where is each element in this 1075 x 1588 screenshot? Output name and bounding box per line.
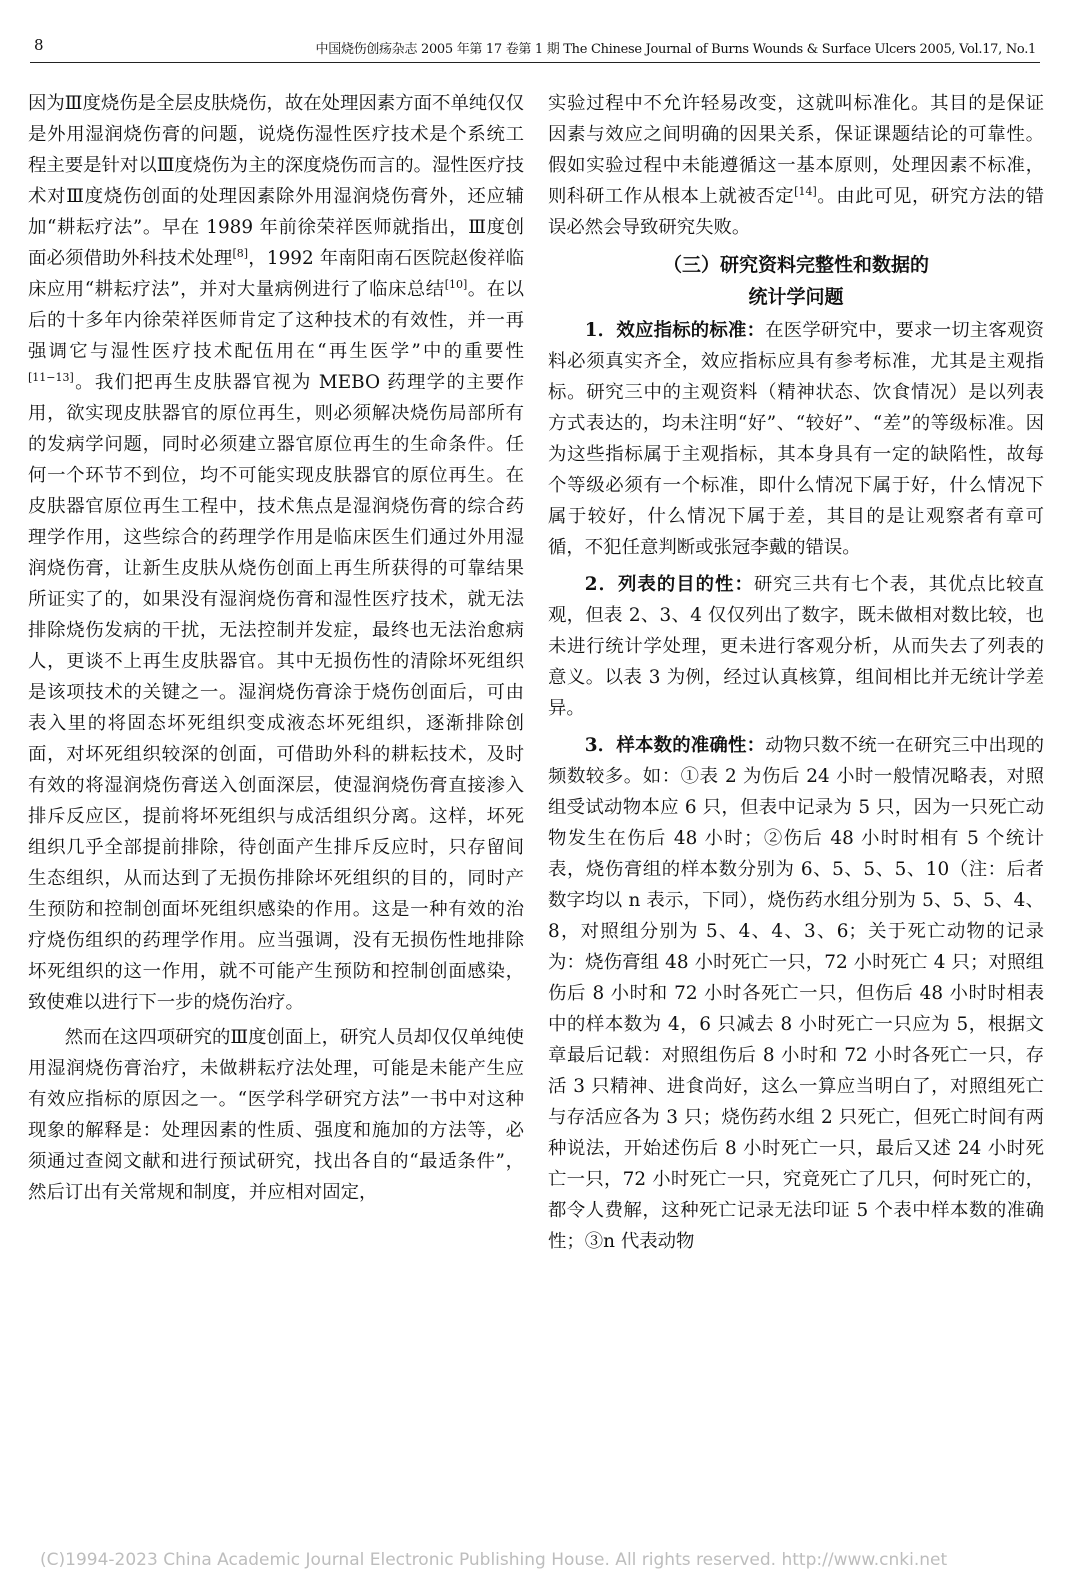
paragraph	[548, 730, 1044, 1257]
paragraph	[548, 315, 1044, 563]
citation: [11−13]	[28, 370, 74, 384]
subsection-heading: 3．样本数的准确性：	[584, 735, 766, 756]
paragraph	[28, 88, 524, 1018]
left-column	[28, 88, 524, 1208]
subsection-heading: 2．列表的目的性：	[584, 574, 754, 595]
text-span: 实验过程中不允许轻易改变，这就叫标准化。其目的是保证因素与效应之间明确的因果关系，保证课题结论的可靠性。假如实验过程中未能遵循这一基本原则，处理因素不标准，则科研工作从根本上就被否定	[548, 93, 1044, 207]
section-heading-line: （三）研究资料完整性和数据的	[662, 254, 929, 276]
paragraph: 然而在这四项研究的Ⅲ度创面上，研究人员却仅仅单纯使用湿润烧伤膏治疗，未做耕耘疗法处理，可能是未能产生应有效应指标的原因之一。“医学科学研究方法”一书中对这种现象的解释是：处理因素的性质、强度和施加的方法等，必须通过查阅文献和进行预试研究，找出各自的“最适条件”，然后订出有关常规和制度，并应相对固定，	[28, 1027, 524, 1203]
text-span: 动物只数不统一在研究三中出现的频数较多。如：①表 2 为伤后 24 小时一般情况略表，对照组受试动物本应 6 只，但表中记录为 5 只，因为一只死亡动物发生在伤后 48 小时；②伤后 48 小时时相有 5 个统计表，烧伤膏组的样本数分别为 6、5、5、5、10（注：后者数字均以 n 表示，下同），烧伤药水组分别为 5、5、5、4、8，对照组分别为 5、4、4、3、6；关于死亡动物的记录为：烧伤膏组 48 小时死亡一只，72 小时死亡 4 只；对照组伤后 8 小时和 72 小时各死亡一只，但伤后 48 小时时相表中的样本数为 4，6 只减去 8 小时死亡一只应为 5，根据文章最后记载：对照组伤后 8 小时和 72 小时各死亡一只，存活 3 只精神、进食尚好，这么一算应当明白了，对照组死亡与存活应各为 3 只；烧伤药水组 2 只死亡，但死亡时间有两种说法，开始述伤后 8 小时死亡一只，最后又述 24 小时死亡一只，72 小时死亡一只，究竟死亡了几只，何时死亡的，都令人费解，这种死亡记录无法印证 5 个表中样本数的准确性；③n 代表动物	[548, 735, 1044, 1252]
copyright-footer: (C)1994-2023 China Academic Journal Electronic Publishing House. All rights reserved. http://www.cnki.net	[40, 1550, 948, 1570]
page-header	[30, 32, 1040, 63]
citation: [8]	[232, 246, 249, 260]
text-span: 。在以后的十多年内徐荣祥医师肯定了这种技术的有效性，并一再强调它与湿性医疗技术配伍用在“再生医学”中的重要性	[28, 279, 524, 362]
right-column	[548, 88, 1044, 1257]
section-heading	[548, 249, 1044, 313]
text-span: 研究三共有七个表，其优点比较直观，但表 2、3、4 仅仅列出了数字，既未做相对数比较，也未进行统计学处理，更未进行客观分析，从而失去了列表的意义。以表 3 为例，经过认真核算，组间相比并无统计学差异。	[548, 574, 1044, 719]
paragraph	[548, 569, 1044, 724]
running-title: 中国烧伤创疡杂志 2005 年第 17 卷第 1 期 The Chinese Journal of Burns Wounds & Surface Ulcers 2005, Vol.17, No.1	[315, 42, 1036, 57]
text-span: ，1992 年南阳南石医院赵俊祥临床应用“耕耘疗法”，并对大量病例进行了临床总结	[28, 248, 524, 300]
text-span: 在医学研究中，要求一切主客观资料必须真实齐全，效应指标应具有参考标准，尤其是主观指标。研究三中的主观资料（精神状态、饮食情况）是以列表方式表达的，均未注明“好”、“较好”、“差”的等级标准。因为这些指标属于主观指标，其本身具有一定的缺陷性，故每个等级必须有一个标准，即什么情况下属于好，什么情况下属于较好，什么情况下属于差，其目的是让观察者有章可循，不犯任意判断或张冠李戴的错误。	[548, 320, 1044, 558]
paragraph	[548, 88, 1044, 243]
text-span: 。我们把再生皮肤器官视为 MEBO 药理学的主要作用，欲实现皮肤器官的原位再生，则必须解决烧伤局部所有的发病学问题，同时必须建立器官原位再生的生命条件。任何一个环节不到位，均不可能实现皮肤器官的原位再生。在皮肤器官原位再生工程中，技术焦点是湿润烧伤膏的综合药理学作用，这些综合的药理学作用是临床医生们通过外用湿润烧伤膏，让新生皮肤从烧伤创面上再生所获得的可靠结果所证实了的，如果没有湿润烧伤膏和湿性医疗技术，就无法排除烧伤发病的干扰，无法控制并发症，最终也无法治愈病人，更谈不上再生皮肤器官。其中无损伤性的清除坏死组织是该项技术的关键之一。湿润烧伤膏涂于烧伤创面后，可由表入里的将固态坏死组织变成液态坏死组织，逐渐排除创面，对坏死组织较深的创面，可借助外科的耕耘技术，及时有效的将湿润烧伤膏送入创面深层，使湿润烧伤膏直接渗入排斥反应区，提前将坏死组织与成活组织分离。这样，坏死组织几乎全部提前排除，待创面产生排斥反应时，只存留间生态组织，从而达到了无损伤排除坏死组织的目的，同时产生预防和控制创面坏死组织感染的作用。这是一种有效的治疗烧伤组织的药理学作用。应当强调，没有无损伤性地排除坏死组织的这一作用，就不可能产生预防和控制创面感染，致使难以进行下一步的烧伤治疗。	[28, 372, 524, 1013]
citation: [10]	[444, 277, 468, 291]
subsection-heading: 1．效应指标的标准：	[584, 320, 766, 341]
text-span: 因为Ⅲ度烧伤是全层皮肤烧伤，故在处理因素方面不单纯仅仅是外用湿润烧伤膏的问题，说烧伤湿性医疗技术是个系统工程主要是针对以Ⅲ度烧伤为主的深度烧伤而言的。湿性医疗技术对Ⅲ度烧伤创面的处理因素除外用湿润烧伤膏外，还应辅加“耕耘疗法”。早在 1989 年前徐荣祥医师就指出，Ⅲ度创面必须借助外科技术处理	[28, 93, 524, 269]
text-span: 。由此可见，研究方法的错误必然会导致研究失败。	[548, 186, 1044, 238]
page-number: 8	[34, 36, 44, 54]
citation: [14]	[794, 184, 817, 198]
section-heading-line: 统计学问题	[748, 286, 844, 308]
